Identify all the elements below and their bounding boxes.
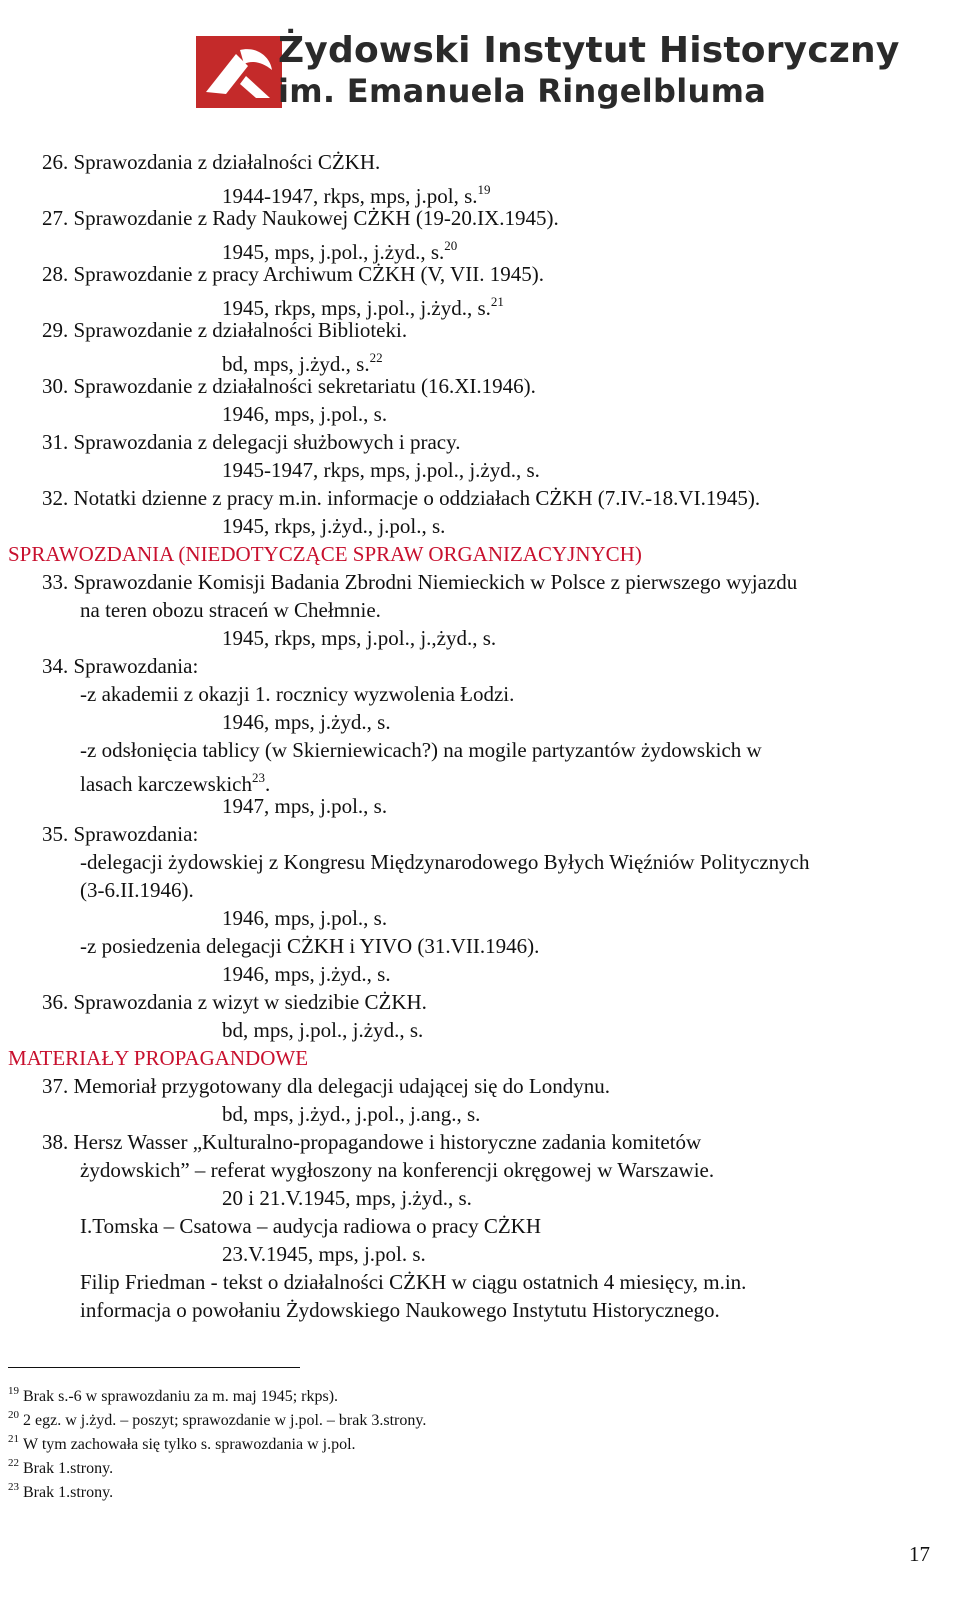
footnote: $^{21}$ W tym zachowała się tylko s. sprawozdania w j.pol. [8, 1433, 356, 1453]
entry-details: 1946, mps, j.pol., s. [222, 402, 388, 426]
entry-subitem: -z akademii z okazji 1. rocznicy wyzwolenia Łodzi. [80, 682, 515, 706]
entry-title: 37. Memoriał przygotowany dla delegacji udającej się do Londynu. [42, 1074, 610, 1098]
entry-details: 1945, mps, j.pol., j.żyd., s.$^{20}$ [222, 238, 458, 264]
entry-title: 32. Notatki dzienne z pracy m.in. informacje o oddziałach CŻKH (7.IV.-18.VI.1945). [42, 486, 761, 510]
page-number: 17 [909, 1542, 930, 1566]
entry-details: 1946, mps, j.żyd., s. [222, 710, 391, 734]
entry-title: 31. Sprawozdania z delegacji służbowych i pracy. [42, 430, 461, 454]
entry-title-continued: żydowskich” – referat wygłoszony na konferencji okręgowej w Warszawie. [80, 1158, 715, 1182]
entry-subitem: -delegacji żydowskiej z Kongresu Międzynarodowego Byłych Więźniów Politycznych [80, 850, 810, 874]
entry-details: 23.V.1945, mps, j.pol. s. [222, 1242, 426, 1266]
entry-subitem-continued: informacja o powołaniu Żydowskiego Naukowego Instytutu Historycznego. [80, 1298, 720, 1322]
entry-title: 30. Sprawozdanie z działalności sekretariatu (16.XI.1946). [42, 374, 536, 398]
entry-title: 33. Sprawozdanie Komisji Badania Zbrodni Niemieckich w Polsce z pierwszego wyjazdu [42, 570, 798, 594]
footnote-separator [8, 1367, 300, 1368]
entry-subitem-continued: lasach karczewskich$^{23}$. [80, 770, 271, 796]
entry-title: 29. Sprawozdanie z działalności Biblioteki. [42, 318, 408, 342]
section-heading: MATERIAŁY PROPAGANDOWE [8, 1046, 309, 1070]
entry-subitem-continued: (3-6.II.1946). [80, 878, 194, 902]
entry-details: 20 i 21.V.1945, mps, j.żyd., s. [222, 1186, 472, 1210]
entry-subitem: I.Tomska – Csatowa – audycja radiowa o pracy CŻKH [80, 1214, 541, 1238]
entry-title: 38. Hersz Wasser „Kulturalno-propagandowe i historyczne zadania komitetów [42, 1130, 702, 1154]
footnote: $^{19}$ Brak s.-6 w sprawozdaniu za m. maj 1945; rkps). [8, 1385, 339, 1405]
entry-subitem: -z odsłonięcia tablicy (w Skierniewicach?) na mogile partyzantów żydowskich w [80, 738, 762, 762]
institute-header [196, 28, 900, 120]
footnote: $^{20}$ 2 egz. w j.żyd. – poszyt; sprawozdanie w j.pol. – brak 3.strony. [8, 1409, 427, 1429]
footnote-ref: 21 [490, 294, 504, 309]
entry-details: 1945, rkps, j.żyd., j.pol., s. [222, 514, 446, 538]
entry-details: bd, mps, j.pol., j.żyd., s. [222, 1018, 424, 1042]
entry-title: 27. Sprawozdanie z Rady Naukowej CŻKH (19-20.IX.1945). [42, 206, 559, 230]
entry-title-continued: na teren obozu straceń w Chełmnie. [80, 598, 381, 622]
footnote-ref: 19 [477, 182, 491, 197]
entry-title: 26. Sprawozdania z działalności CŻKH. [42, 150, 381, 174]
entry-details: 1947, mps, j.pol., s. [222, 794, 388, 818]
institute-logo-icon [196, 36, 282, 108]
entry-title: 36. Sprawozdania z wizyt w siedzibie CŻKH. [42, 990, 427, 1014]
entry-details: bd, mps, j.żyd., j.pol., j.ang., s. [222, 1102, 481, 1126]
entry-title: 28. Sprawozdanie z pracy Archiwum CŻKH (V, VII. 1945). [42, 262, 544, 286]
entry-subitem: Filip Friedman - tekst o działalności CŻKH w ciągu ostatnich 4 miesięcy, m.in. [80, 1270, 747, 1294]
footnote: $^{22}$ Brak 1.strony. [8, 1457, 114, 1477]
header-subtitle: im. Emanuela Ringelbluma [278, 72, 767, 110]
entry-title: 34. Sprawozdania: [42, 654, 199, 678]
section-heading: SPRAWOZDANIA (NIEDOTYCZĄCE SPRAW ORGANIZACYJNYCH) [8, 542, 642, 566]
footnote-ref: 23 [252, 770, 265, 785]
entry-details: 1945-1947, rkps, mps, j.pol., j.żyd., s. [222, 458, 540, 482]
footnote-ref: 22 [369, 350, 383, 365]
footnote-ref: 20 [444, 238, 458, 253]
entry-details: bd, mps, j.żyd., s.$^{22}$ [222, 350, 383, 376]
entry-details: 1944-1947, rkps, mps, j.pol, s.$^{19}$ [222, 182, 491, 208]
footnote: $^{23}$ Brak 1.strony. [8, 1481, 114, 1501]
entry-subitem: -z posiedzenia delegacji CŻKH i YIVO (31.VII.1946). [80, 934, 540, 958]
entry-details: 1946, mps, j.pol., s. [222, 906, 388, 930]
entry-details: 1945, rkps, mps, j.pol., j.żyd., s.$^{21}$ [222, 294, 504, 320]
header-title: Żydowski Instytut Historyczny [278, 30, 900, 71]
entry-details: 1946, mps, j.żyd., s. [222, 962, 391, 986]
entry-details: 1945, rkps, mps, j.pol., j.,żyd., s. [222, 626, 497, 650]
entry-title: 35. Sprawozdania: [42, 822, 199, 846]
